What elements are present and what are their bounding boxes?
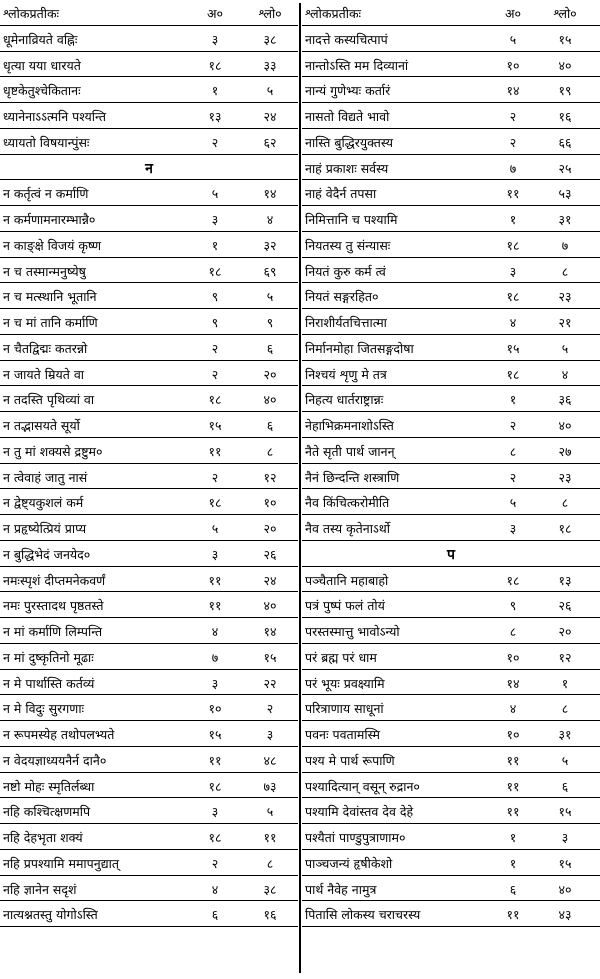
verse-number: १५ (263, 649, 277, 665)
header-verse: श्लो० (258, 6, 282, 21)
right-column (302, 0, 600, 927)
verse-number: १६ (558, 109, 572, 124)
index-entry-row (0, 876, 298, 902)
chapter-number: २ (509, 418, 517, 433)
verse-number: २ (266, 701, 274, 717)
verse-number: २३ (558, 289, 572, 305)
index-entry-row (0, 850, 298, 876)
verse-incipit: निमित्तानि च पश्यामि (305, 212, 398, 227)
verse-incipit: धृत्या यया धारयते (3, 57, 81, 73)
verse-incipit: नास्ति बुद्धिरयुक्तस्य (305, 134, 394, 150)
verse-number: ६६ (558, 134, 572, 150)
verse-number: १५ (558, 31, 572, 47)
verse-incipit: न प्रहृष्येत्प्रियं प्राप्य (3, 521, 87, 536)
verse-number: ४३ (558, 907, 572, 923)
verse-incipit: परस्तस्मात्तु भावोऽन्यो (305, 624, 400, 639)
index-entry-row (302, 773, 600, 799)
chapter-number: ११ (506, 778, 520, 794)
chapter-number: १८ (506, 289, 520, 305)
index-entry-row (0, 52, 298, 78)
verse-number: ७३ (263, 778, 277, 794)
chapter-number: १० (208, 701, 222, 717)
verse-incipit: नमःस्पृशं दीप्तमनेकवर्णं (3, 572, 106, 588)
verse-incipit: न च मत्स्थानि भूतानि (3, 289, 97, 305)
verse-incipit: न मां कर्माणि लिम्पन्ति (3, 624, 103, 639)
index-entry-row (302, 592, 600, 618)
verse-incipit: नियतं कुरु कर्म त्वं (305, 263, 386, 279)
verse-incipit: नैते सृती पार्थ जानन् (305, 443, 395, 459)
verse-incipit: न त्वेवाहं जातु नासं (3, 469, 88, 485)
verse-incipit: न तु मां शक्यसे द्रष्टुम० (3, 443, 103, 459)
verse-incipit: परं ब्रह्म परं धाम (305, 649, 377, 665)
index-entry-row (302, 901, 600, 927)
chapter-number: १८ (208, 495, 222, 511)
verse-incipit: नियतस्य तु संन्यासः (305, 237, 391, 253)
verse-number: ५३ (558, 186, 572, 202)
index-entry-row (302, 489, 600, 515)
verse-incipit: निराशीर्यतचित्तात्मा (305, 315, 387, 330)
index-entry-row (302, 103, 600, 129)
verse-incipit: नहि ज्ञानेन सदृशं (3, 881, 77, 897)
index-entry-row (302, 850, 600, 876)
index-entry-row (302, 567, 600, 593)
chapter-number: ११ (208, 443, 222, 459)
index-entry-row (0, 567, 298, 593)
index-entry-row (302, 747, 600, 773)
chapter-number: ५ (509, 31, 517, 47)
index-entry-row (0, 26, 298, 52)
verse-incipit: नाहं वेदैर्न तपसा (305, 186, 377, 202)
verse-number: ६ (561, 778, 569, 794)
verse-number: ८ (561, 263, 569, 279)
index-entry-row (302, 155, 600, 181)
verse-incipit: नहि देहभृता शक्यं (3, 830, 83, 845)
verse-incipit: न कर्मणामनारम्भान्नै० (3, 212, 96, 227)
verse-number: २६ (263, 546, 277, 562)
index-entry-row (0, 129, 298, 155)
chapter-number: १० (506, 57, 520, 73)
verse-number: ४० (558, 418, 572, 433)
verse-number: २१ (558, 315, 572, 330)
section-letter: प (447, 546, 455, 563)
verse-number: १५ (558, 855, 572, 871)
verse-number: १० (263, 495, 277, 511)
index-entry-row (0, 438, 298, 464)
verse-incipit: पत्रं पुष्पं फलं तोयं (305, 598, 385, 614)
verse-incipit: नाहं प्रकाशः सर्वस्य (305, 160, 389, 176)
chapter-number: ११ (208, 572, 222, 588)
verse-number: ६२ (263, 134, 277, 150)
index-entry-row (302, 464, 600, 490)
index-entry-row (302, 386, 600, 412)
verse-incipit: धृष्टकेतुश्चेकितानः (3, 83, 81, 99)
verse-incipit: ध्यायतो विषयान्पुंसः (3, 134, 90, 150)
verse-incipit: नात्यश्नतस्तु योगोऽस्ति (3, 907, 98, 923)
chapter-number: ४ (211, 624, 219, 639)
verse-incipit: न बुद्धिभेदं जनयेद० (3, 546, 91, 562)
index-entry-row (0, 206, 298, 232)
chapter-number: ३ (509, 521, 517, 536)
chapter-number: १० (506, 649, 520, 665)
verse-incipit: नैव तस्य कृतेनाऽर्थो (305, 521, 391, 536)
verse-incipit: न तदस्ति पृथिव्यां वा (3, 392, 95, 408)
verse-incipit: निश्चयं शृणु मे तत्र (305, 366, 387, 382)
verse-number: ४० (263, 392, 277, 408)
verse-incipit: नेहाभिक्रमनाशोऽस्ति (305, 418, 394, 433)
section-heading (0, 155, 298, 181)
chapter-number: ४ (509, 701, 517, 717)
index-entry-row (0, 541, 298, 567)
chapter-number: १८ (506, 237, 520, 253)
verse-number: १५ (558, 804, 572, 820)
chapter-number: ४ (211, 881, 219, 897)
chapter-number: ३ (211, 31, 219, 47)
index-entry-row (0, 103, 298, 129)
index-entry-row (0, 464, 298, 490)
verse-number: २४ (263, 109, 277, 124)
left-column (0, 0, 298, 927)
chapter-number: १ (509, 830, 517, 845)
chapter-number: ३ (509, 263, 517, 279)
section-heading (302, 541, 600, 567)
chapter-number: १८ (208, 263, 222, 279)
verse-incipit: परं भूयः प्रवक्ष्यामि (305, 675, 385, 691)
chapter-number: ३ (211, 212, 219, 227)
chapter-number: ५ (211, 186, 219, 202)
verse-incipit: नैनं छिन्दन्ति शस्त्राणि (305, 469, 400, 485)
index-entry-row (0, 232, 298, 258)
left-header-row (0, 0, 298, 26)
verse-number: १३ (558, 572, 572, 588)
index-entry-row (0, 644, 298, 670)
verse-number: २० (558, 624, 572, 639)
verse-number: २५ (558, 160, 572, 176)
verse-number: ३८ (263, 881, 277, 897)
chapter-number: २ (211, 469, 219, 485)
verse-number: ८ (561, 495, 569, 511)
index-entry-row (302, 412, 600, 438)
chapter-number: १८ (208, 778, 222, 794)
verse-incipit: नहि प्रपश्यामि ममापनुद्यात् (3, 855, 119, 871)
verse-number: १८ (558, 521, 572, 536)
verse-incipit: पश्यामि देवांस्तव देव देहे (305, 804, 414, 820)
verse-incipit: धूमेनाव्रियते वह्निः (3, 31, 78, 47)
chapter-number: १८ (208, 57, 222, 73)
chapter-number: ९ (509, 598, 517, 614)
verse-number: ८ (561, 701, 569, 717)
chapter-number: ११ (506, 804, 520, 820)
verse-incipit: नमः पुरस्तादथ पृष्ठतस्ते (3, 598, 104, 614)
section-letter: न (145, 160, 153, 177)
column-divider (299, 3, 301, 973)
verse-number: ८ (266, 443, 274, 459)
index-entry-row (0, 361, 298, 387)
index-entry-row (302, 180, 600, 206)
index-entry-row (0, 335, 298, 361)
verse-incipit: न कर्तृत्वं न कर्माणि (3, 186, 89, 202)
chapter-number: १८ (208, 830, 222, 845)
index-entry-row (302, 824, 600, 850)
index-entry-row (302, 129, 600, 155)
verse-incipit: पश्य मे पार्थ रूपाणि (305, 752, 395, 768)
verse-number: ३२ (263, 237, 277, 253)
verse-incipit: पवनः पवतामस्मि (305, 727, 380, 742)
chapter-number: १ (509, 212, 517, 227)
verse-number: २३ (558, 469, 572, 485)
verse-number: ३६ (558, 392, 572, 408)
index-entry-row (0, 773, 298, 799)
chapter-number: २ (509, 109, 517, 124)
verse-number: ३१ (558, 727, 572, 742)
verse-incipit: न च मां तानि कर्माणि (3, 315, 98, 330)
index-entry-row (302, 258, 600, 284)
verse-number: ४० (558, 57, 572, 73)
verse-number: ४ (561, 366, 569, 382)
verse-incipit: पार्थ नैवेह नामुत्र (305, 881, 377, 897)
verse-number: ६९ (263, 263, 277, 279)
chapter-number: १४ (506, 675, 520, 691)
verse-number: २६ (558, 598, 572, 614)
verse-incipit: न मे विदुः सुरगणाः (3, 701, 85, 717)
index-entry-row (302, 798, 600, 824)
index-entry-row (302, 232, 600, 258)
verse-incipit: न मे पार्थास्ति कर्तव्यं (3, 675, 95, 691)
index-entry-row (302, 361, 600, 387)
index-entry-row (302, 309, 600, 335)
chapter-number: ३ (211, 675, 219, 691)
header-chapter: अ० (206, 6, 224, 21)
verse-number: ११ (263, 830, 277, 845)
verse-number: १४ (263, 186, 277, 202)
index-entry-row (302, 618, 600, 644)
verse-incipit: न मां दुष्कृतिनो मूढाः (3, 649, 94, 665)
index-entry-row (0, 77, 298, 103)
index-entry-row (0, 901, 298, 927)
verse-number: २० (263, 521, 277, 536)
chapter-number: ११ (506, 907, 520, 923)
index-entry-row (0, 695, 298, 721)
verse-number: ५ (561, 752, 569, 768)
index-entry-row (302, 515, 600, 541)
verse-number: १२ (263, 469, 277, 485)
chapter-number: ३ (211, 546, 219, 562)
verse-incipit: पश्यैतां पाण्डुपुत्राणाम० (305, 830, 406, 845)
verse-number: ५ (266, 83, 274, 99)
verse-incipit: पितासि लोकस्य चराचरस्य (305, 907, 421, 923)
index-entry-row (0, 747, 298, 773)
verse-incipit: न द्वेष्ट्यकुशलं कर्म (3, 495, 84, 511)
chapter-number: १८ (506, 572, 520, 588)
verse-number: १ (561, 675, 569, 691)
chapter-number: १० (506, 727, 520, 742)
chapter-number: १८ (506, 366, 520, 382)
header-term: श्लोकप्रतीकः (3, 6, 60, 21)
index-entry-row (0, 670, 298, 696)
index-entry-row (302, 695, 600, 721)
index-entry-row (0, 283, 298, 309)
verse-number: ५ (266, 289, 274, 305)
verse-number: १२ (558, 649, 572, 665)
index-entry-row (0, 618, 298, 644)
verse-incipit: पश्यादित्यान् वसून् रुद्रान० (305, 778, 420, 794)
chapter-number: २ (509, 134, 517, 150)
verse-number: २० (263, 366, 277, 382)
chapter-number: ९ (211, 289, 219, 305)
index-entry-row (0, 309, 298, 335)
verse-number: ३१ (558, 212, 572, 227)
verse-incipit: पञ्चैतानि महाबाहो (305, 572, 389, 588)
verse-incipit: पाञ्चजन्यं हृषीकेशो (305, 855, 393, 871)
chapter-number: ११ (208, 752, 222, 768)
chapter-number: २ (509, 469, 517, 485)
index-entry-row (302, 206, 600, 232)
verse-incipit: निहत्य धार्तराष्ट्रान्नः (305, 392, 384, 408)
index-entry-row (0, 180, 298, 206)
index-entry-row (302, 26, 600, 52)
verse-number: १९ (558, 83, 572, 99)
index-entry-row (0, 515, 298, 541)
chapter-number: १५ (208, 418, 222, 433)
verse-number: ३३ (263, 57, 277, 73)
chapter-number: २ (211, 134, 219, 150)
verse-number: ६ (266, 418, 274, 433)
verse-number: ७ (561, 237, 569, 253)
chapter-number: १ (509, 855, 517, 871)
verse-number: ३८ (263, 31, 277, 47)
index-entry-row (0, 489, 298, 515)
index-entry-row (0, 721, 298, 747)
chapter-number: ५ (211, 521, 219, 536)
verse-number: ३ (266, 727, 274, 742)
chapter-number: २ (211, 366, 219, 382)
verse-incipit: न चैतद्विद्मः कतरन्नो (3, 340, 88, 356)
verse-number: ४ (266, 212, 274, 227)
verse-number: २४ (263, 572, 277, 588)
verse-incipit: ध्यानेनाऽऽत्मनि पश्यन्ति (3, 109, 106, 124)
right-header-row (302, 0, 600, 26)
index-entry-row (302, 670, 600, 696)
verse-number: २२ (263, 675, 277, 691)
verse-incipit: न तद्भासयते सूर्यो (3, 418, 80, 433)
verse-number: १४ (263, 624, 277, 639)
header-term: श्लोकप्रतीकः (305, 6, 362, 21)
chapter-number: ८ (509, 443, 517, 459)
chapter-number: ३ (211, 804, 219, 820)
verse-number: ५ (561, 340, 569, 356)
index-entry-row (0, 412, 298, 438)
index-entry-row (0, 592, 298, 618)
chapter-number: ६ (211, 907, 219, 923)
verse-incipit: नष्टो मोहः स्मृतिर्लब्धा (3, 778, 95, 794)
index-entry-row (302, 335, 600, 361)
verse-incipit: न वेदयज्ञाध्ययनैर्न दानै० (3, 752, 107, 768)
index-entry-row (302, 721, 600, 747)
verse-number: ४० (558, 881, 572, 897)
verse-number: ३ (561, 830, 569, 845)
chapter-number: १३ (208, 109, 222, 124)
verse-number: ४० (263, 598, 277, 614)
verse-incipit: नहि कश्चित्क्षणमपि (3, 804, 91, 820)
chapter-number: ५ (509, 495, 517, 511)
verse-incipit: न रूपमस्येह तथोपलभ्यते (3, 727, 115, 742)
chapter-number: २ (211, 340, 219, 356)
chapter-number: ६ (509, 881, 517, 897)
index-entry-row (0, 386, 298, 412)
chapter-number: १५ (506, 340, 520, 356)
chapter-number: २ (211, 855, 219, 871)
verse-incipit: निर्मानमोहा जितसङ्गदोषा (305, 340, 414, 356)
verse-number: ६ (266, 340, 274, 356)
header-chapter: अ० (504, 6, 522, 21)
verse-number: ५ (266, 804, 274, 820)
chapter-number: १ (211, 237, 219, 253)
verse-number: २७ (558, 443, 572, 459)
index-entry-row (302, 438, 600, 464)
chapter-number: १ (211, 83, 219, 99)
verse-incipit: न जायते म्रियते वा (3, 366, 85, 382)
chapter-number: ८ (509, 624, 517, 639)
chapter-number: ७ (509, 160, 517, 176)
chapter-number: ९ (211, 315, 219, 330)
header-verse: श्लो० (553, 6, 577, 21)
verse-incipit: नैव किंचित्करोमीति (305, 495, 390, 511)
verse-number: ८ (266, 855, 274, 871)
verse-number: ४८ (263, 752, 277, 768)
chapter-number: १५ (208, 727, 222, 742)
verse-incipit: परित्राणाय साधूनां (305, 701, 384, 717)
verse-incipit: नान्यं गुणेभ्यः कर्तारं (305, 83, 391, 99)
chapter-number: ११ (208, 598, 222, 614)
index-entry-row (302, 52, 600, 78)
chapter-number: ११ (506, 186, 520, 202)
chapter-number: ११ (506, 752, 520, 768)
index-entry-row (0, 798, 298, 824)
verse-incipit: नासतो विद्यते भावो (305, 109, 390, 124)
index-entry-row (0, 258, 298, 284)
chapter-number: ७ (211, 649, 219, 665)
index-entry-row (0, 824, 298, 850)
verse-incipit: न काङ्क्षे विजयं कृष्ण (3, 237, 101, 253)
verse-incipit: नान्तोऽस्ति मम दिव्यानां (305, 57, 409, 73)
chapter-number: १८ (208, 392, 222, 408)
verse-incipit: नादत्ते कस्यचित्पापं (305, 31, 388, 47)
index-entry-row (302, 283, 600, 309)
index-entry-row (302, 77, 600, 103)
chapter-number: १ (509, 392, 517, 408)
verse-incipit: न च तस्मान्मनुष्येषु (3, 263, 86, 279)
chapter-number: ४ (509, 315, 517, 330)
index-entry-row (302, 644, 600, 670)
verse-number: ९ (266, 315, 274, 330)
verse-number: १६ (263, 907, 277, 923)
chapter-number: १४ (506, 83, 520, 99)
verse-incipit: नियतं सङ्गरहित० (305, 289, 379, 305)
index-entry-row (302, 876, 600, 902)
